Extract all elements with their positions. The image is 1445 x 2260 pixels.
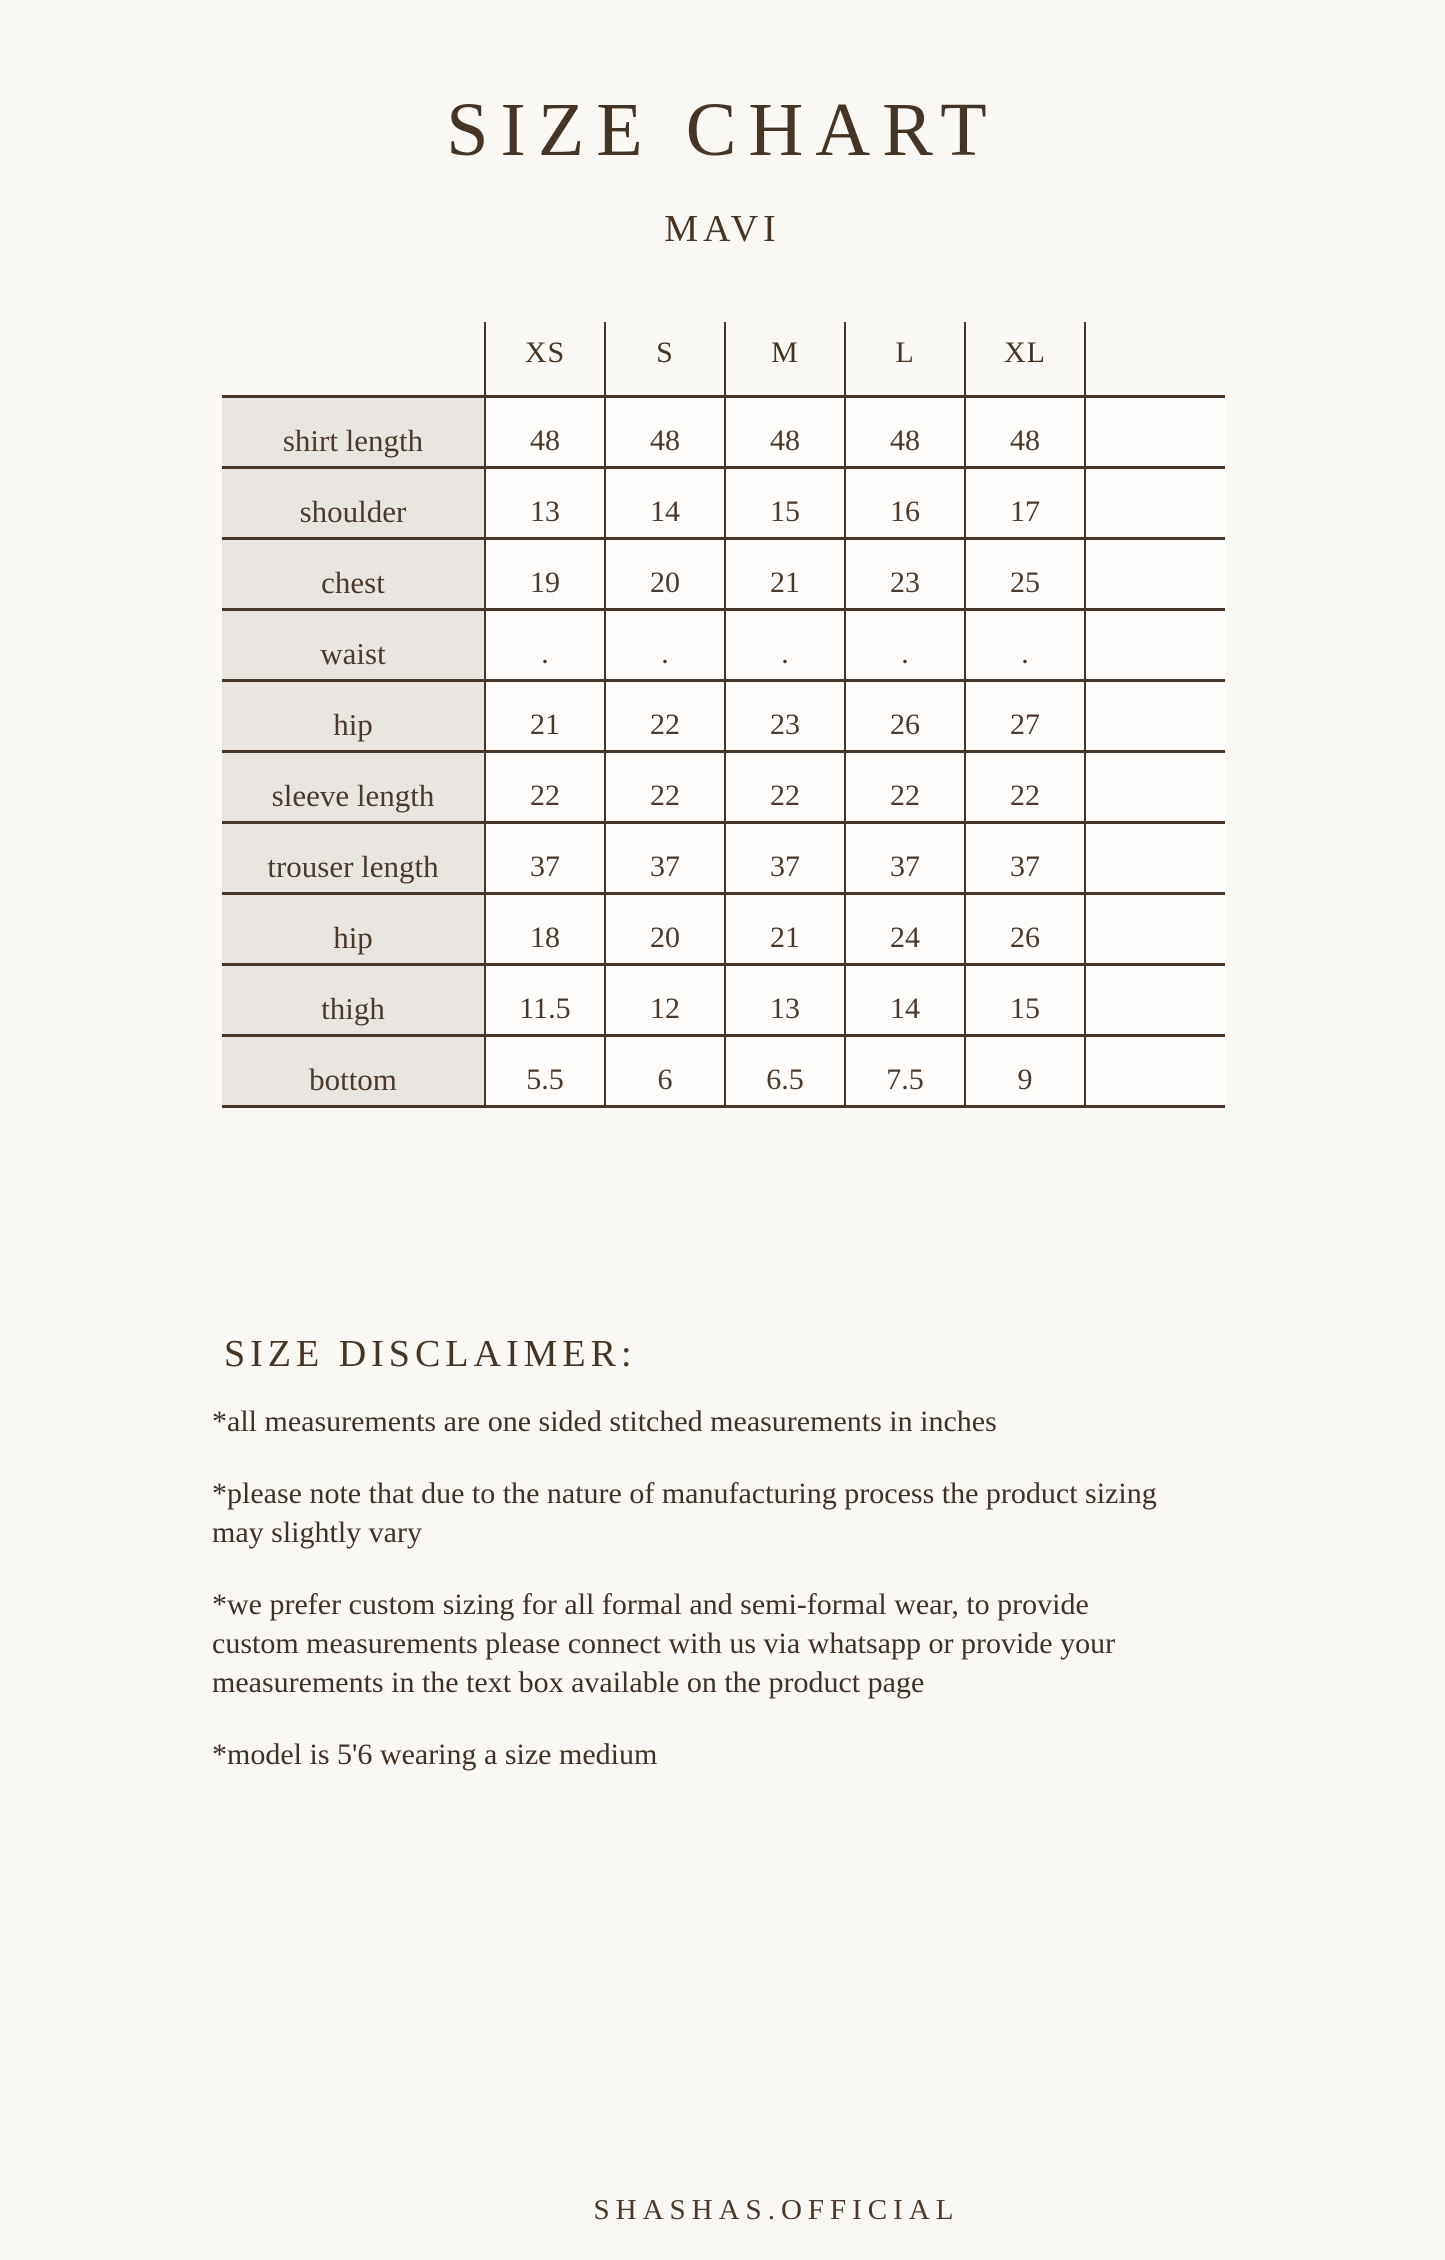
size-table-corner-cell — [222, 322, 485, 396]
size-value-cell: 23 — [725, 680, 845, 751]
size-value-cell: . — [605, 609, 725, 680]
size-value-cell — [1085, 396, 1225, 467]
size-value-cell: 22 — [485, 751, 605, 822]
size-value-cell: . — [845, 609, 965, 680]
size-value-cell: 9 — [965, 1035, 1085, 1106]
size-value-cell: . — [965, 609, 1085, 680]
size-value-cell: 19 — [485, 538, 605, 609]
column-header: M — [725, 322, 845, 396]
row-label: shirt length — [222, 396, 485, 467]
column-header: S — [605, 322, 725, 396]
row-label: hip — [222, 893, 485, 964]
disclaimer-notes — [212, 1402, 1197, 1774]
footer-brand: SHASHAS.OFFICIAL — [593, 2194, 960, 2226]
disclaimer-note: *we prefer custom sizing for all formal and semi-formal wear, to provide custom measurements please connect with us via whatsapp or provide your measurements in the text box available on the product page — [212, 1587, 1116, 1699]
page-title: SIZE CHART — [446, 88, 999, 172]
size-value-cell: 48 — [725, 396, 845, 467]
disclaimer-note: *please note that due to the nature of manufacturing process the product sizing may slightly vary — [212, 1476, 1157, 1549]
size-value-cell: 21 — [485, 680, 605, 751]
size-value-cell: 13 — [485, 467, 605, 538]
size-value-cell: 22 — [605, 751, 725, 822]
size-value-cell: 20 — [605, 893, 725, 964]
table-row — [222, 893, 1225, 964]
size-value-cell — [1085, 822, 1225, 893]
size-value-cell — [1085, 893, 1225, 964]
size-value-cell — [1085, 467, 1225, 538]
size-value-cell — [1085, 538, 1225, 609]
table-row — [222, 1035, 1225, 1106]
size-value-cell: 24 — [845, 893, 965, 964]
size-value-cell: 48 — [965, 396, 1085, 467]
column-header: XL — [965, 322, 1085, 396]
size-value-cell: 22 — [605, 680, 725, 751]
column-header: L — [845, 322, 965, 396]
size-value-cell: 22 — [725, 751, 845, 822]
size-table — [222, 322, 1225, 1108]
table-row — [222, 538, 1225, 609]
size-value-cell — [1085, 751, 1225, 822]
row-label: thigh — [222, 964, 485, 1035]
size-value-cell: 15 — [965, 964, 1085, 1035]
disclaimer-heading: SIZE DISCLAIMER: — [224, 1332, 637, 1375]
size-value-cell: 21 — [725, 893, 845, 964]
size-value-cell: 18 — [485, 893, 605, 964]
size-value-cell: . — [725, 609, 845, 680]
size-value-cell: 5.5 — [485, 1035, 605, 1106]
size-value-cell: 14 — [605, 467, 725, 538]
size-value-cell: 48 — [485, 396, 605, 467]
column-header: XS — [485, 322, 605, 396]
size-value-cell: 11.5 — [485, 964, 605, 1035]
size-value-cell — [1085, 1035, 1225, 1106]
table-row — [222, 964, 1225, 1035]
table-row — [222, 822, 1225, 893]
size-value-cell: 26 — [965, 893, 1085, 964]
size-value-cell: 14 — [845, 964, 965, 1035]
size-value-cell: 37 — [725, 822, 845, 893]
size-value-cell: 48 — [845, 396, 965, 467]
size-value-cell: 7.5 — [845, 1035, 965, 1106]
size-value-cell: 23 — [845, 538, 965, 609]
row-label: waist — [222, 609, 485, 680]
size-value-cell: . — [485, 609, 605, 680]
size-chart-page — [0, 88, 1445, 2226]
table-row — [222, 467, 1225, 538]
size-value-cell: 37 — [845, 822, 965, 893]
size-value-cell: 26 — [845, 680, 965, 751]
size-value-cell: 20 — [605, 538, 725, 609]
size-value-cell — [1085, 680, 1225, 751]
disclaimer-note: *model is 5'6 wearing a size medium — [212, 1737, 658, 1771]
row-label: trouser length — [222, 822, 485, 893]
row-label: bottom — [222, 1035, 485, 1106]
size-table-body — [222, 396, 1225, 1106]
size-value-cell: 17 — [965, 467, 1085, 538]
size-value-cell: 22 — [845, 751, 965, 822]
size-value-cell — [1085, 964, 1225, 1035]
size-value-cell — [1085, 609, 1225, 680]
row-label: chest — [222, 538, 485, 609]
table-row — [222, 680, 1225, 751]
size-value-cell: 15 — [725, 467, 845, 538]
column-header — [1085, 322, 1225, 396]
row-label: shoulder — [222, 467, 485, 538]
size-value-cell: 21 — [725, 538, 845, 609]
row-label: sleeve length — [222, 751, 485, 822]
size-value-cell: 6.5 — [725, 1035, 845, 1106]
size-value-cell: 13 — [725, 964, 845, 1035]
disclaimer-note: *all measurements are one sided stitched measurements in inches — [212, 1404, 997, 1438]
table-row — [222, 396, 1225, 467]
size-value-cell: 12 — [605, 964, 725, 1035]
size-value-cell: 37 — [965, 822, 1085, 893]
size-value-cell: 22 — [965, 751, 1085, 822]
table-row — [222, 751, 1225, 822]
size-value-cell: 37 — [605, 822, 725, 893]
page-subtitle: MAVI — [664, 208, 781, 250]
size-value-cell: 27 — [965, 680, 1085, 751]
size-value-cell: 37 — [485, 822, 605, 893]
table-row — [222, 609, 1225, 680]
size-value-cell: 25 — [965, 538, 1085, 609]
size-value-cell: 48 — [605, 396, 725, 467]
size-value-cell: 6 — [605, 1035, 725, 1106]
size-disclaimer-section — [212, 1331, 1197, 1774]
row-label: hip — [222, 680, 485, 751]
size-table-header-row — [222, 322, 1225, 396]
size-value-cell: 16 — [845, 467, 965, 538]
